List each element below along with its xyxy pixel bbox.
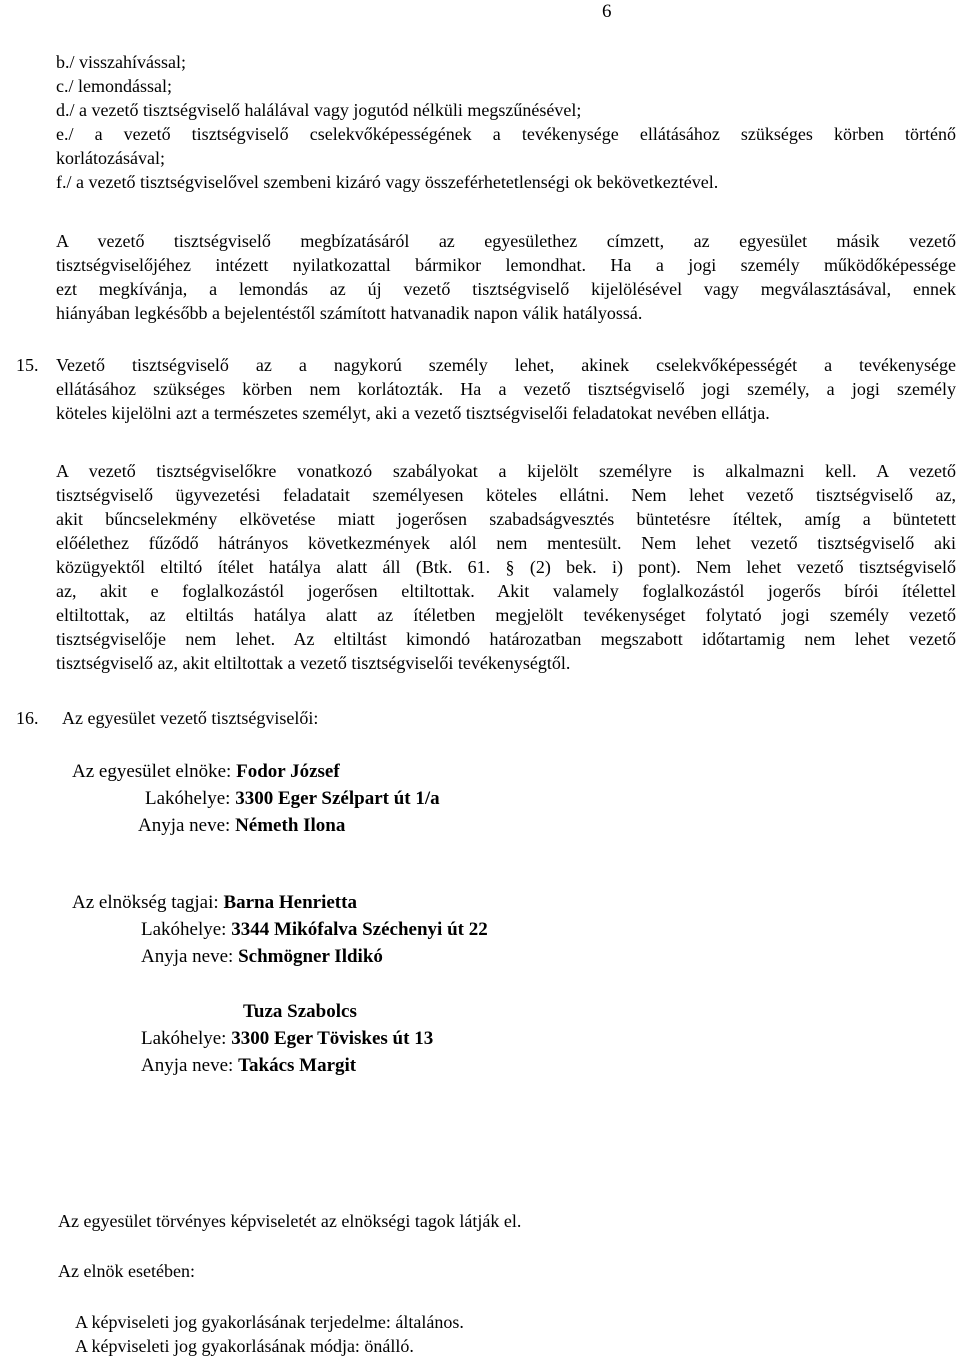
member-mother-row bbox=[72, 943, 488, 970]
paragraph-line: eltiltottak, az eltiltás hatálya alatt az ítéletben megjelölt tevékenységet folytató jogi személy vezető bbox=[56, 605, 956, 625]
address-label: Lakóhelye: bbox=[141, 1028, 232, 1049]
paragraph-line: tisztségviselő ügyvezetési feladatait személyesen köteles ellátni. Nem lehet vezető tisztségviselő az, bbox=[56, 485, 956, 505]
section-15-paragraph-1 bbox=[56, 353, 956, 425]
address-label: Lakóhelye: bbox=[145, 788, 236, 809]
mother-label: Anyja neve: bbox=[141, 1055, 239, 1076]
paragraph-line: hiányában legkésőbb a bejelentéstől számított hatvanadik napon válik hatályossá. bbox=[56, 303, 643, 323]
member-name: Barna Henrietta bbox=[223, 892, 357, 913]
member-mother-row bbox=[141, 1052, 433, 1079]
list-item: b./ visszahívással; bbox=[56, 52, 186, 72]
paragraph-line: tisztségviselőjéhez intézett nyilatkozattal bármikor lemondhat. Ha a jogi személy működőképessége bbox=[56, 255, 956, 275]
list-item: e./ a vezető tisztségviselő cselekvőképességének a tevékenysége ellátásához szükséges körben történő bbox=[56, 124, 956, 144]
section-16-number: 16. bbox=[16, 708, 39, 728]
president-address: 3300 Eger Szélpart út 1/a bbox=[235, 788, 440, 809]
president-name: Fodor József bbox=[236, 761, 340, 782]
page-number: 6 bbox=[602, 1, 612, 22]
paragraph-line: tisztségviselő az, akit eltiltottak a vezető tisztségviselői tevékenységtől. bbox=[56, 653, 571, 673]
representation-mode-text: A képviseleti jog gyakorlásának módja: önálló. bbox=[75, 1336, 414, 1356]
president-mother: Németh Ilona bbox=[235, 815, 346, 836]
board-label: Az elnökség tagjai: bbox=[72, 892, 224, 913]
list-item: c./ lemondással; bbox=[56, 76, 172, 96]
address-label: Lakóhelye: bbox=[141, 919, 232, 940]
section-15-paragraph-2 bbox=[56, 459, 956, 675]
president-case-text: Az elnök esetében: bbox=[58, 1261, 195, 1281]
board-member-block bbox=[72, 889, 488, 970]
board-member-block bbox=[141, 998, 433, 1079]
member-mother: Schmögner Ildikó bbox=[238, 946, 383, 967]
paragraph-line: köteles kijelölni azt a természetes személyt, aki a vezető tisztségviselői feladatokat nevében ellátja. bbox=[56, 403, 770, 423]
paragraph-line: ezt megkívánja, a lemondás az új vezető tisztségviselő kijelölésével vagy megválasztásával, ennek bbox=[56, 279, 956, 299]
paragraph-line: ellátásához szükséges körben nem korlátozták. Ha a vezető tisztségviselő jogi személy, a jogi személy bbox=[56, 379, 956, 399]
member-address: 3300 Eger Töviskes út 13 bbox=[231, 1028, 434, 1049]
president-address-row bbox=[72, 785, 440, 812]
representation-text: Az egyesület törvényes képviseletét az elnökségi tagok látják el. bbox=[58, 1211, 522, 1231]
paragraph-line: Vezető tisztségviselő az a nagykorú személy lehet, akinek cselekvőképességét a tevékenysége bbox=[56, 355, 956, 375]
member-mother: Takács Margit bbox=[238, 1055, 357, 1076]
paragraph-line: előélethez fűződő hátrányos következmények alól nem mentesült. Nem lehet vezető tisztségviselő aki bbox=[56, 533, 956, 553]
member-address: 3344 Mikófalva Széchenyi út 22 bbox=[231, 919, 488, 940]
board-row bbox=[72, 889, 488, 916]
termination-list bbox=[56, 50, 956, 194]
paragraph-line: A vezető tisztségviselőkre vonatkozó szabályokat a kijelölt személyre is alkalmazni kell. A vezető bbox=[56, 461, 956, 481]
paragraph-line: A vezető tisztségviselő megbízatásáról az egyesülethez címzett, az egyesület másik vezető bbox=[56, 231, 956, 251]
president-mother-row bbox=[72, 812, 440, 839]
resignation-paragraph bbox=[56, 229, 956, 325]
president-label: Az egyesület elnöke: bbox=[72, 761, 237, 782]
president-block bbox=[72, 758, 440, 839]
section-16-heading: Az egyesület vezető tisztségviselői: bbox=[62, 708, 319, 728]
member-name: Tuza Szabolcs bbox=[243, 1001, 357, 1022]
paragraph-line: tisztségviselője nem lehet. Az eltiltást kimondó határozatban megszabott időtartamig nem lehet vezető bbox=[56, 629, 956, 649]
member-address-row bbox=[72, 916, 488, 943]
section-15-number: 15. bbox=[16, 355, 39, 375]
list-item: f./ a vezető tisztségviselővel szembeni kizáró vagy összeférhetetlenségi ok bekövetkeztével. bbox=[56, 172, 719, 192]
member-name-row bbox=[141, 998, 433, 1025]
list-item: korlátozásával; bbox=[56, 148, 165, 168]
member-address-row bbox=[141, 1025, 433, 1052]
mother-label: Anyja neve: bbox=[141, 946, 239, 967]
president-row bbox=[72, 758, 440, 785]
paragraph-line: az, akit e foglalkozástól jogerősen eltiltottak. Akit valamely foglalkozástól jogerős bírói ítélettel bbox=[56, 581, 956, 601]
mother-label: Anyja neve: bbox=[138, 815, 236, 836]
paragraph-line: közügyektől eltiltó ítélet hatálya alatt áll (Btk. 61. § (2) bek. i) pont). Nem lehet vezető tisztségviselő bbox=[56, 557, 956, 577]
list-item: d./ a vezető tisztségviselő halálával vagy jogutód nélküli megszűnésével; bbox=[56, 100, 582, 120]
representation-scope-text: A képviseleti jog gyakorlásának terjedelme: általános. bbox=[75, 1312, 464, 1332]
paragraph-line: akit bűncselekmény elkövetése miatt jogerősen szabadságvesztés büntetésre ítéltek, amíg a büntetett bbox=[56, 509, 956, 529]
